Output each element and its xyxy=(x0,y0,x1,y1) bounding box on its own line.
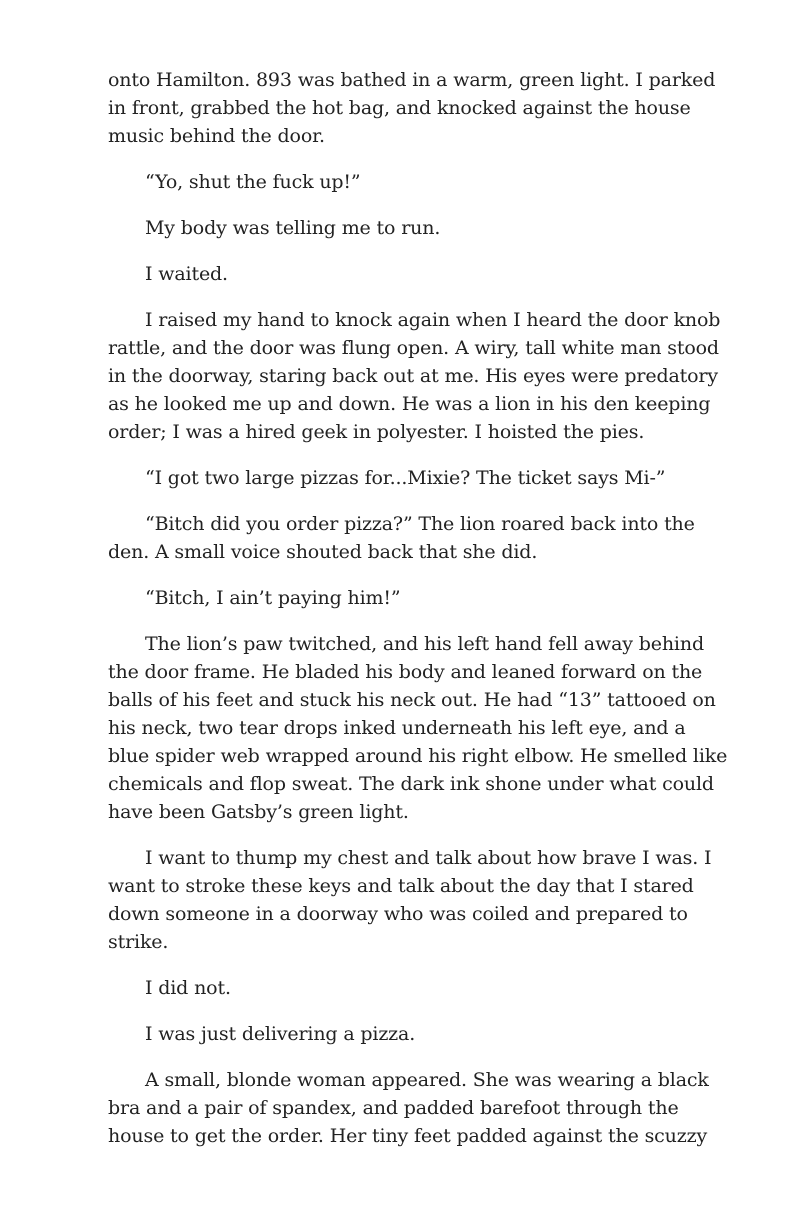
paragraph: I was just delivering a pizza. xyxy=(145,1023,416,1045)
paragraph: “Yo, shut the fuck up!” xyxy=(145,171,361,193)
paragraph: “I got two large pizzas for...Mixie? The ticket says Mi-” xyxy=(145,467,666,489)
paragraph: “Bitch did you order pizza?” The lion roared back into the den. A small voice shouted back that she did. xyxy=(108,513,695,563)
paragraph: I waited. xyxy=(145,263,228,285)
paragraph: onto Hamilton. 893 was bathed in a warm, green light. I parked in front, grabbed the hot bag, and knocked against the house music behind the door. xyxy=(108,69,716,147)
paragraph: My body was telling me to run. xyxy=(145,217,441,239)
paragraph: A small, blonde woman appeared. She was wearing a black bra and a pair of spandex, and padded barefoot through the house to get the order. Her tiny feet padded against the scuzzy xyxy=(108,1069,709,1147)
paragraph: I did not. xyxy=(145,977,231,999)
paragraph: The lion’s paw twitched, and his left hand fell away behind the door frame. He bladed his body and leaned forward on the balls of his feet and stuck his neck out. He had “13” tattooed on his neck, two tear drops inked underneath his left eye, and a blue spider web wrapped around his right elbow. He smelled like chemicals and flop sweat. The dark ink shone under what could have been Gatsby’s green light. xyxy=(108,633,728,823)
paragraph: I want to thump my chest and talk about how brave I was. I want to stroke these keys and talk about the day that I stared down someone in a doorway who was coiled and prepared to strike. xyxy=(108,847,712,953)
paragraph: I raised my hand to knock again when I heard the door knob rattle, and the door was flung open. A wiry, tall white man stood in the doorway, staring back out at me. His eyes were predatory as he looked me up and down. He was a lion in his den keeping order; I was a hired geek in polyester. I hoisted the pies. xyxy=(108,309,721,443)
paragraph: “Bitch, I ain’t paying him!” xyxy=(145,587,401,609)
book-page-text xyxy=(108,66,728,1168)
